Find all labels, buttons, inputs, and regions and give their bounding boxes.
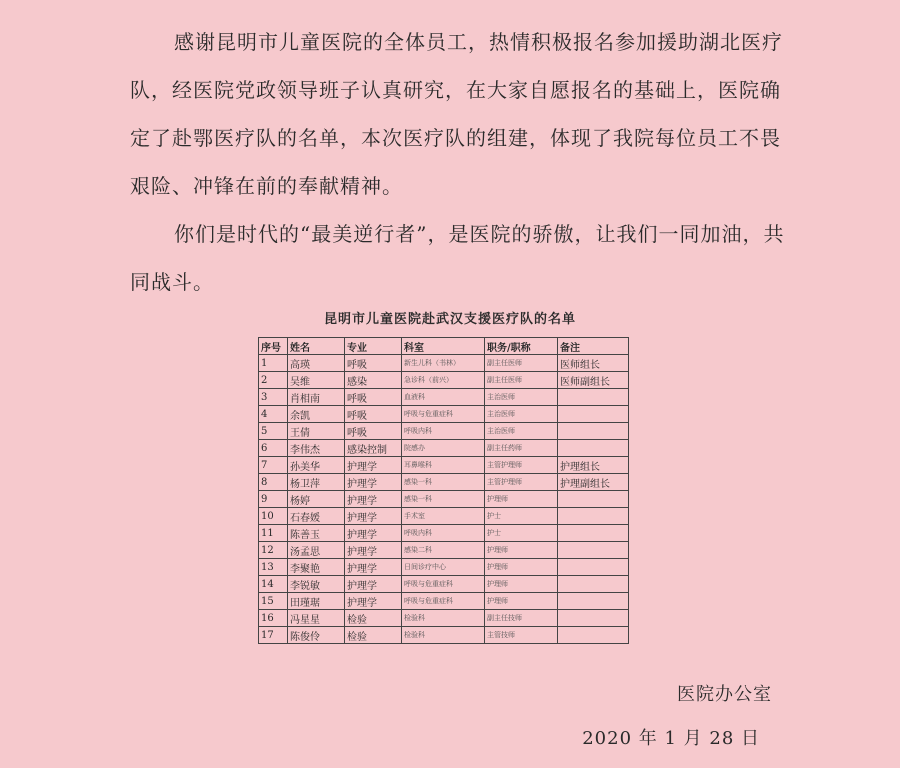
cell-index: 5 xyxy=(259,423,288,440)
cell-specialty: 护理学 xyxy=(345,508,402,525)
cell-name: 李伟杰 xyxy=(288,440,345,457)
cell-department: 新生儿科（书林） xyxy=(402,355,485,372)
table-row xyxy=(259,542,629,559)
cell-name: 冯星星 xyxy=(288,610,345,627)
cell-department: 院感办 xyxy=(402,440,485,457)
cell-index: 1 xyxy=(259,355,288,372)
cell-department: 检验科 xyxy=(402,627,485,644)
cell-index: 10 xyxy=(259,508,288,525)
cell-title: 护理师 xyxy=(485,593,558,610)
table-row xyxy=(259,525,629,542)
cell-department: 呼吸与危重症科 xyxy=(402,593,485,610)
cell-specialty: 护理学 xyxy=(345,593,402,610)
cell-remark xyxy=(558,389,629,406)
cell-title: 副主任药师 xyxy=(485,440,558,457)
cell-department: 呼吸内科 xyxy=(402,423,485,440)
signature-office: 医院办公室 xyxy=(677,684,772,705)
cell-specialty: 感染 xyxy=(345,372,402,389)
cell-title: 主治医师 xyxy=(485,423,558,440)
cell-department: 感染一科 xyxy=(402,474,485,491)
header-department: 科室 xyxy=(402,338,485,355)
cell-index: 9 xyxy=(259,491,288,508)
table-row xyxy=(259,576,629,593)
cell-index: 17 xyxy=(259,627,288,644)
cell-department: 手术室 xyxy=(402,508,485,525)
header-title: 职务/职称 xyxy=(485,338,558,355)
table-row xyxy=(259,559,629,576)
cell-department: 血液科 xyxy=(402,389,485,406)
roster-header-row xyxy=(259,338,629,355)
cell-remark xyxy=(558,423,629,440)
paragraph-gratitude xyxy=(130,18,790,210)
cell-name: 杨婷 xyxy=(288,491,345,508)
cell-specialty: 护理学 xyxy=(345,491,402,508)
table-row xyxy=(259,406,629,423)
cell-name: 高瑛 xyxy=(288,355,345,372)
cell-remark: 医师副组长 xyxy=(558,372,629,389)
cell-specialty: 检验 xyxy=(345,627,402,644)
cell-title: 护理师 xyxy=(485,559,558,576)
table-row xyxy=(259,474,629,491)
cell-department: 感染一科 xyxy=(402,491,485,508)
cell-title: 护士 xyxy=(485,508,558,525)
cell-specialty: 护理学 xyxy=(345,542,402,559)
cell-remark xyxy=(558,508,629,525)
cell-specialty: 护理学 xyxy=(345,559,402,576)
cell-remark xyxy=(558,593,629,610)
cell-name: 石春媛 xyxy=(288,508,345,525)
cell-index: 11 xyxy=(259,525,288,542)
cell-title: 主治医师 xyxy=(485,406,558,423)
cell-name: 汤孟思 xyxy=(288,542,345,559)
cell-remark xyxy=(558,491,629,508)
table-row xyxy=(259,610,629,627)
cell-department: 日间诊疗中心 xyxy=(402,559,485,576)
cell-department: 呼吸内科 xyxy=(402,525,485,542)
cell-specialty: 呼吸 xyxy=(345,423,402,440)
cell-name: 李聚艳 xyxy=(288,559,345,576)
roster-title: 昆明市儿童医院赴武汉支援医疗队的名单 xyxy=(323,312,576,327)
cell-index: 4 xyxy=(259,406,288,423)
cell-specialty: 感染控制 xyxy=(345,440,402,457)
cell-name: 吴维 xyxy=(288,372,345,389)
paragraph-encouragement xyxy=(130,210,790,306)
table-row xyxy=(259,627,629,644)
cell-index: 14 xyxy=(259,576,288,593)
cell-name: 余凯 xyxy=(288,406,345,423)
cell-title: 主管护理师 xyxy=(485,457,558,474)
cell-remark xyxy=(558,440,629,457)
header-name: 姓名 xyxy=(288,338,345,355)
cell-name: 杨卫萍 xyxy=(288,474,345,491)
cell-department: 耳鼻喉科 xyxy=(402,457,485,474)
cell-specialty: 呼吸 xyxy=(345,406,402,423)
cell-department: 检验科 xyxy=(402,610,485,627)
cell-remark: 护理组长 xyxy=(558,457,629,474)
cell-index: 12 xyxy=(259,542,288,559)
cell-title: 护理师 xyxy=(485,576,558,593)
cell-remark xyxy=(558,627,629,644)
cell-title: 护理师 xyxy=(485,491,558,508)
header-index: 序号 xyxy=(259,338,288,355)
cell-title: 主管技师 xyxy=(485,627,558,644)
cell-specialty: 呼吸 xyxy=(345,355,402,372)
roster-table xyxy=(258,337,629,644)
cell-title: 护士 xyxy=(485,525,558,542)
cell-specialty: 检验 xyxy=(345,610,402,627)
cell-title: 副主任技师 xyxy=(485,610,558,627)
cell-index: 15 xyxy=(259,593,288,610)
cell-name: 田瑾琚 xyxy=(288,593,345,610)
cell-remark xyxy=(558,576,629,593)
cell-remark xyxy=(558,610,629,627)
table-row xyxy=(259,423,629,440)
cell-title: 主管护理师 xyxy=(485,474,558,491)
cell-remark xyxy=(558,559,629,576)
cell-specialty: 护理学 xyxy=(345,474,402,491)
cell-remark xyxy=(558,406,629,423)
table-row xyxy=(259,440,629,457)
cell-title: 副主任医师 xyxy=(485,372,558,389)
cell-index: 3 xyxy=(259,389,288,406)
cell-name: 王倩 xyxy=(288,423,345,440)
cell-name: 李锐敏 xyxy=(288,576,345,593)
cell-name: 孙美华 xyxy=(288,457,345,474)
cell-department: 感染二科 xyxy=(402,542,485,559)
cell-name: 陈俊伶 xyxy=(288,627,345,644)
paragraph-encouragement-text: 你们是时代的“最美逆行者”，是医院的骄傲，让我们一同加油，共同战斗。 xyxy=(130,222,785,294)
cell-name: 陈善玉 xyxy=(288,525,345,542)
cell-remark xyxy=(558,525,629,542)
cell-department: 呼吸与危重症科 xyxy=(402,576,485,593)
cell-department: 急诊科（前兴） xyxy=(402,372,485,389)
signature-date: 2020 年 1 月 28 日 xyxy=(582,728,760,749)
header-remark: 备注 xyxy=(558,338,629,355)
cell-department: 呼吸与危重症科 xyxy=(402,406,485,423)
cell-name: 肖相南 xyxy=(288,389,345,406)
cell-title: 主治医师 xyxy=(485,389,558,406)
cell-specialty: 护理学 xyxy=(345,457,402,474)
table-row xyxy=(259,389,629,406)
table-row xyxy=(259,355,629,372)
table-row xyxy=(259,508,629,525)
cell-index: 8 xyxy=(259,474,288,491)
cell-index: 6 xyxy=(259,440,288,457)
table-row xyxy=(259,372,629,389)
cell-remark: 医师组长 xyxy=(558,355,629,372)
cell-remark: 护理副组长 xyxy=(558,474,629,491)
cell-index: 2 xyxy=(259,372,288,389)
cell-title: 副主任医师 xyxy=(485,355,558,372)
cell-index: 7 xyxy=(259,457,288,474)
cell-remark xyxy=(558,542,629,559)
cell-specialty: 护理学 xyxy=(345,576,402,593)
cell-specialty: 呼吸 xyxy=(345,389,402,406)
table-row xyxy=(259,457,629,474)
cell-title: 护理师 xyxy=(485,542,558,559)
table-row xyxy=(259,593,629,610)
cell-specialty: 护理学 xyxy=(345,525,402,542)
paragraph-gratitude-text: 感谢昆明市儿童医院的全体员工，热情积极报名参加援助湖北医疗队，经医院党政领导班子认真研究，在大家自愿报名的基础上，医院确定了赴鄂医疗队的名单，本次医疗队的组建，体现了我院每位员工不畏艰险、冲锋在前的奉献精神。 xyxy=(130,30,783,198)
table-row xyxy=(259,491,629,508)
cell-index: 16 xyxy=(259,610,288,627)
header-specialty: 专业 xyxy=(345,338,402,355)
cell-index: 13 xyxy=(259,559,288,576)
